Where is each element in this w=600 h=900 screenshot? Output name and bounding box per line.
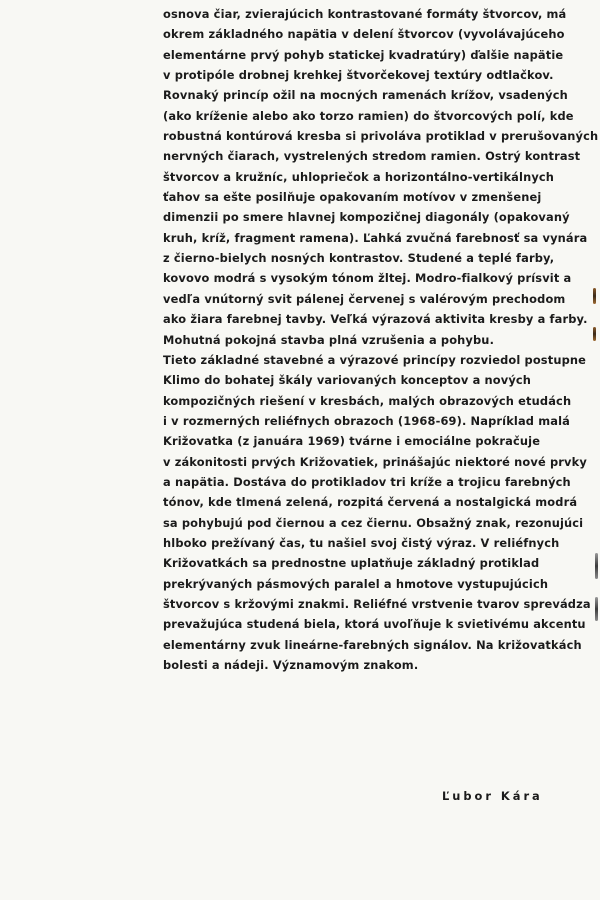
text-line: z čierno-bielych nosných kontrastov. Studené a teplé farby,: [163, 251, 555, 266]
text-line: robustná kontúrová kresba si privoláva protiklad v prerušovaných: [163, 129, 599, 144]
text-line: Rovnaký princíp ožil na mocných ramenách krížov, vsadených: [163, 88, 568, 103]
text-line: Križovatkách sa prednostne uplatňuje základný protiklad: [163, 556, 540, 571]
staple-mark-icon: [593, 288, 596, 304]
text-line: kovovo modrá s vysokým tónom žltej. Modro-fialkový prísvit a: [163, 271, 572, 286]
text-line: hlboko prežívaný čas, tu našiel svoj čistý výraz. V reliéfnych: [163, 535, 560, 550]
text-line: sa pohybujú pod čiernou a cez čiernu. Obsažný znak, rezonujúci: [163, 515, 584, 530]
text-line: i v rozmerných reliéfnych obrazoch (1968-69). Napríklad malá: [163, 413, 570, 428]
staple-mark-icon: [593, 327, 596, 341]
text-line: v zákonitosti prvých Križovatiek, prinášajúc niektoré nové prvky: [163, 454, 587, 469]
text-line: v protipóle drobnej krehkej štvorčekovej textúry odtlačkov.: [163, 68, 554, 83]
article-body: [163, 4, 599, 675]
text-line: dimenzii po smere hlavnej kompozičnej diagonály (opakovaný: [163, 210, 570, 225]
text-line: tónov, kde tlmená zelená, rozpitá červená a nostalgická modrá: [163, 495, 578, 510]
text-line: prekrývaných pásmových paralel a hmotove vystupujúcich: [163, 576, 549, 591]
text-line: štvorcov s kržovými znakmi. Reliéfné vrstvenie tvarov sprevádza: [163, 596, 591, 611]
text-line: ako žiara farebnej tavby. Veľká výrazová aktivita kresby a farby.: [163, 312, 588, 327]
text-line: Klimo do bohatej škály variovaných konceptov a nových: [163, 373, 532, 388]
text-line: elementárny zvuk lineárne-farebných signálov. Na križovatkách: [163, 637, 582, 652]
text-line: a napätia. Dostáva do protikladov tri kríže a trojicu farebných: [163, 474, 571, 489]
text-line: (ako kríženie alebo ako torzo ramien) do štvorcových polí, kde: [163, 108, 574, 123]
text-line: nervných čiarach, vystrelených stredom ramien. Ostrý kontrast: [163, 149, 581, 164]
author-signature: Ľubor Kára: [442, 789, 543, 803]
text-line: osnova čiar, zvierajúcich kontrastované formáty štvorcov, má: [163, 7, 567, 21]
text-line: kompozičných riešení v kresbách, malých obrazových etudách: [163, 393, 572, 408]
text-line: kruh, kríž, fragment ramena). Ľahká zvučná farebnosť sa vynára: [163, 230, 588, 245]
staple-mark-icon: [595, 553, 598, 579]
text-line: prevažujúca studená biela, ktorá uvoľňuje k svietivému akcentu: [163, 617, 586, 632]
text-line: okrem základného napätia v delení štvorcov (vyvolávajúceho: [163, 27, 565, 42]
text-line: vedľa vnútorný svit pálenej červenej s valérovým prechodom: [163, 291, 566, 306]
text-line: Mohutná pokojná stavba plná vzrušenia a pohybu.: [163, 332, 495, 347]
staple-mark-icon: [595, 597, 598, 621]
text-line: bolesti a nádeji. Významovým znakom.: [163, 658, 419, 672]
text-line: štvorcov a kružníc, uhlopriečok a horizontálno-vertikálnych: [163, 169, 555, 184]
text-line: elementárne prvý pohyb statickej kvadratúry) ďalšie napätie: [163, 47, 564, 62]
text-line: ťahov sa ešte posilňuje opakovaním motívov v zmenšenej: [163, 190, 542, 205]
text-line: Tieto základné stavebné a výrazové princípy rozviedol postupne: [163, 352, 587, 367]
text-line: Križovatka (z januára 1969) tvárne i emociálne pokračuje: [163, 434, 541, 449]
